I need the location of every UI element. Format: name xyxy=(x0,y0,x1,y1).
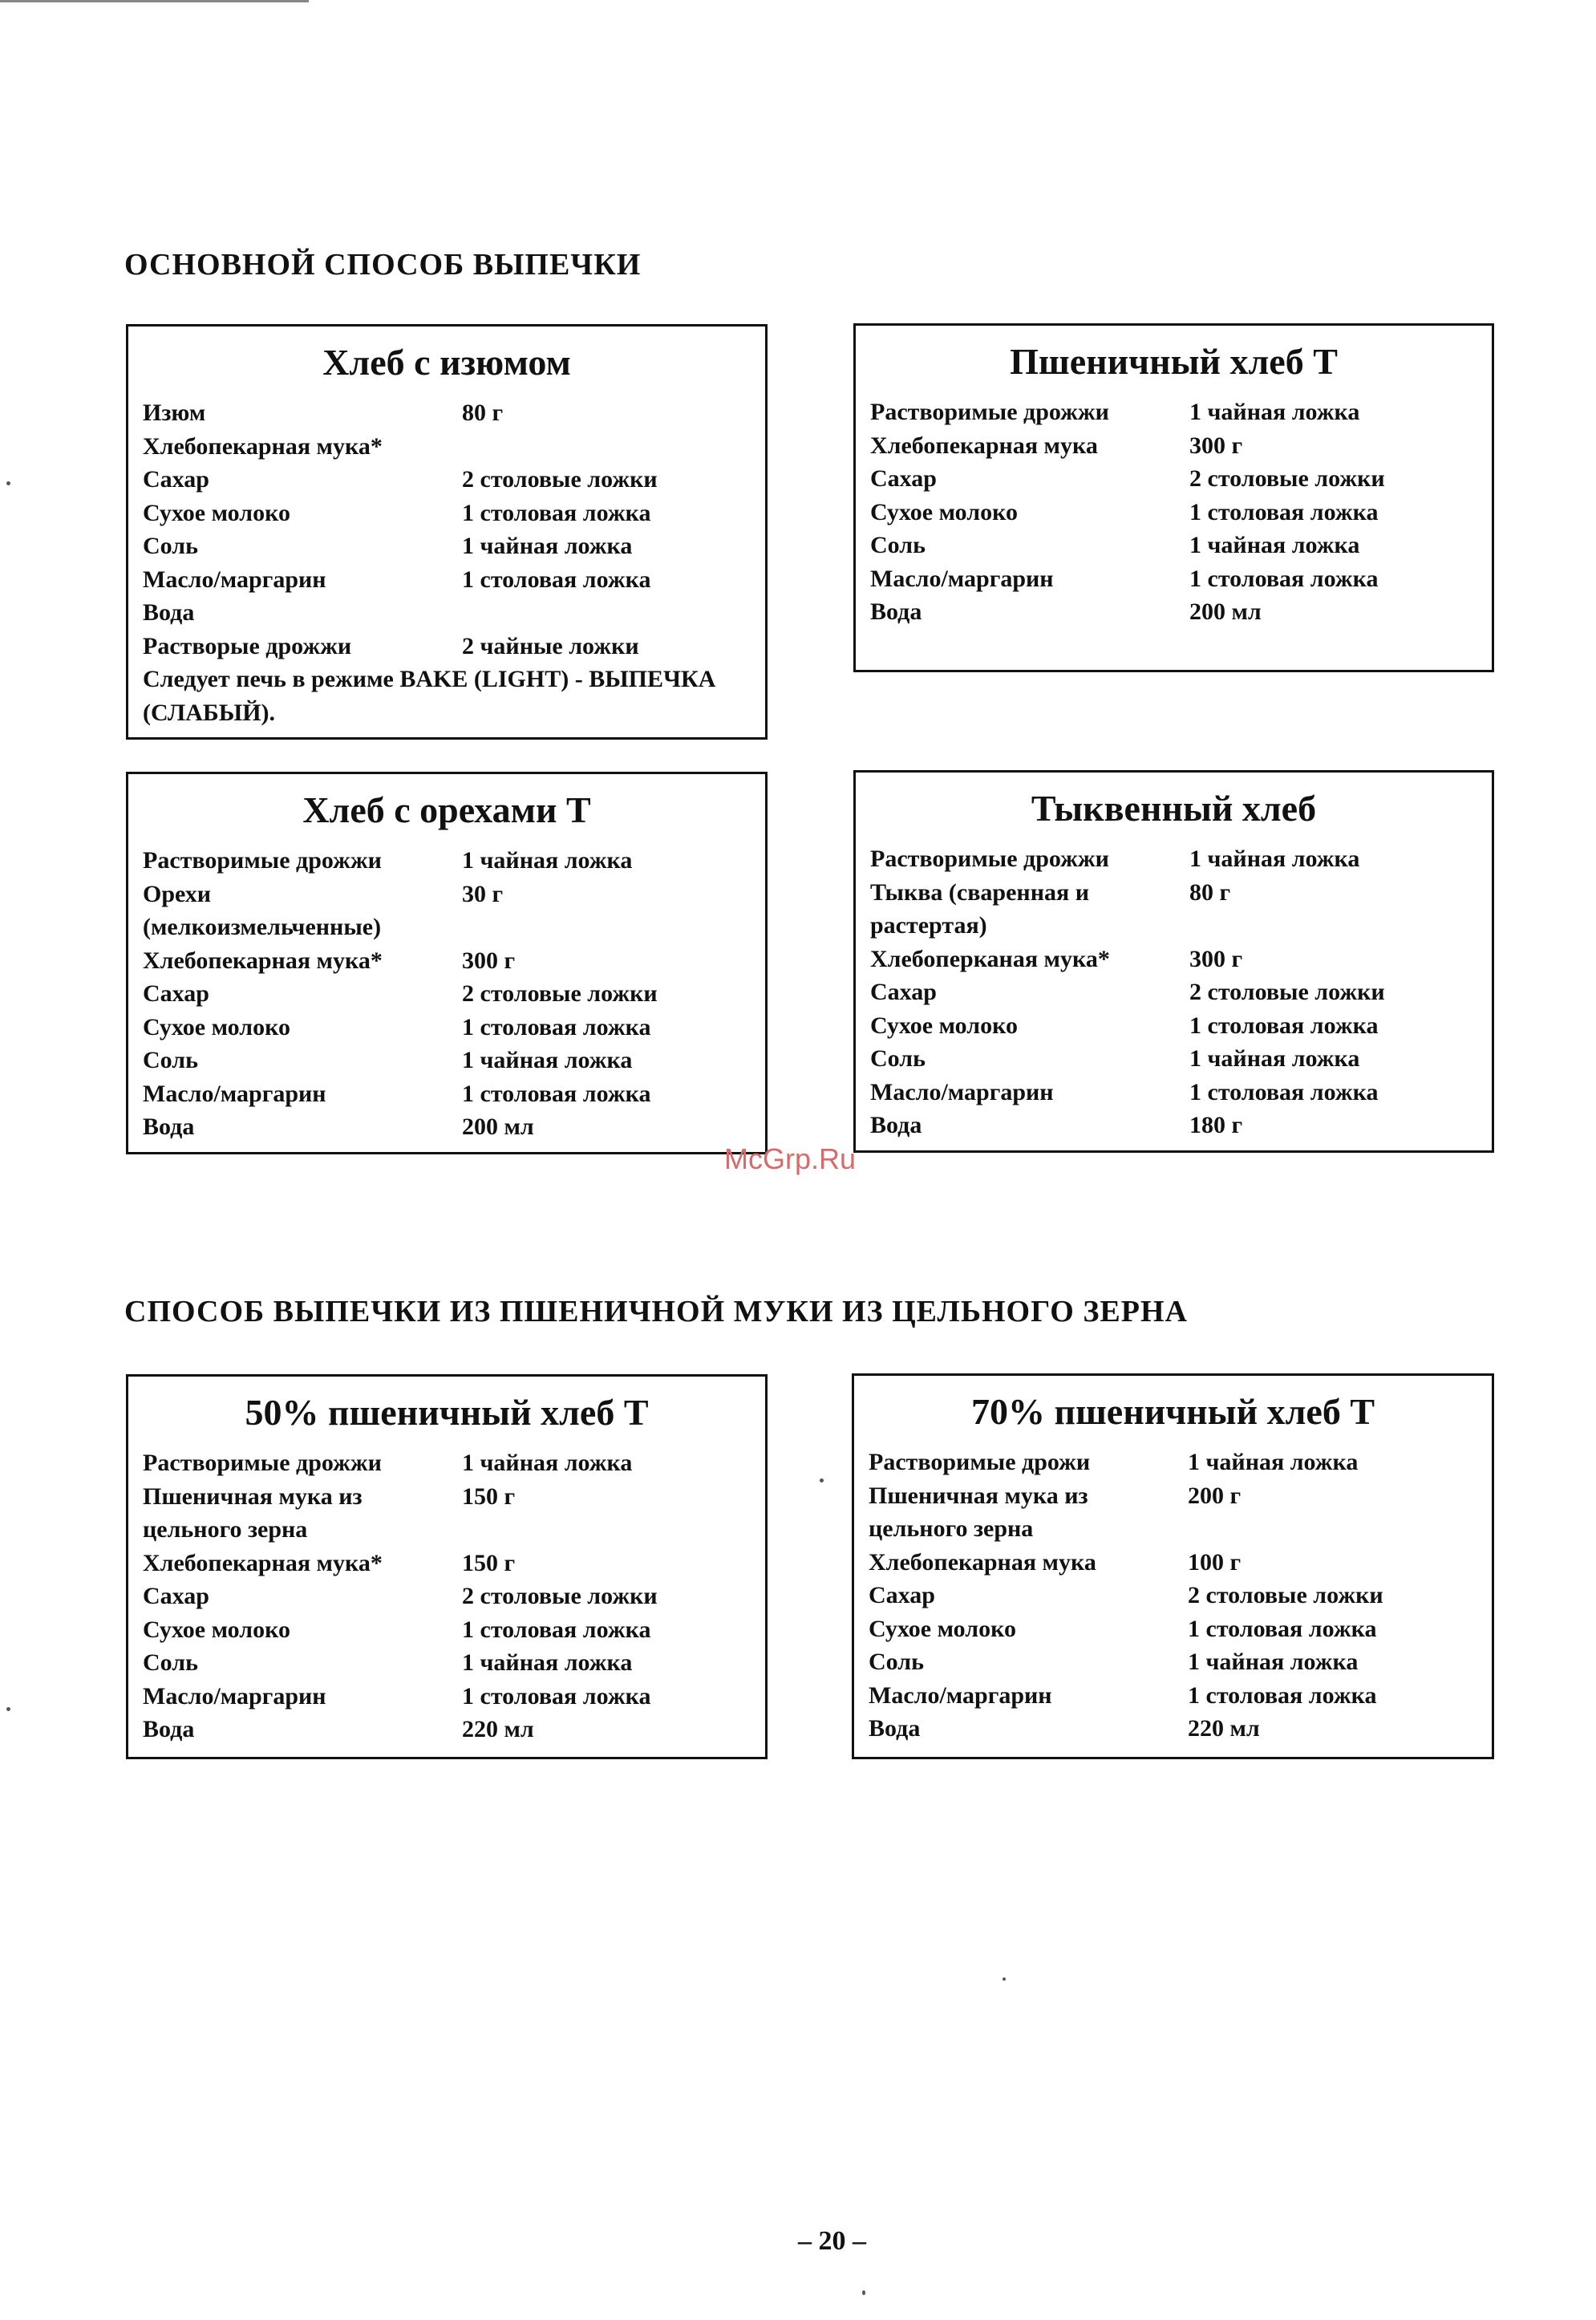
ingredient-amount: 1 столовая ложка xyxy=(1189,1012,1379,1039)
ingredient-amount: 80 г xyxy=(462,400,504,426)
ingredient-row xyxy=(869,1679,1492,1713)
ingredient-name: Масло/маргарин xyxy=(870,1078,1054,1105)
ingredient-list xyxy=(143,844,765,1144)
ingredient-name: Пшеничная мука из цельного зерна xyxy=(143,1482,363,1543)
ingredient-row xyxy=(143,396,765,430)
ingredient-row xyxy=(870,395,1492,429)
ingredient-amount: 1 чайная ложка xyxy=(462,533,633,559)
recipe-title: 70% пшеничный хлеб Т xyxy=(970,1391,1375,1432)
ingredient-name: Сахар xyxy=(143,1583,209,1609)
ingredient-amount: 1 столовая ложка xyxy=(462,1013,651,1040)
scan-speck xyxy=(862,2290,865,2295)
ingredient-amount: 1 чайная ложка xyxy=(462,1649,633,1676)
ingredient-name: Орехи (мелкоизмельченные) xyxy=(143,880,382,940)
ingredient-name: Хлебопекарная мука xyxy=(869,1548,1096,1576)
ingredient-amount: 1 столовая ложка xyxy=(1189,565,1379,592)
ingredient-row xyxy=(143,977,765,1011)
ingredient-row xyxy=(143,944,765,978)
ingredient-amount: 300 г xyxy=(462,947,516,974)
ingredient-row xyxy=(143,430,765,464)
ingredient-name: Вода xyxy=(143,1716,195,1742)
ingredient-amount: 1 чайная ложка xyxy=(1188,1449,1359,1475)
recipe-card-70-percent-wheat xyxy=(852,1373,1494,1759)
ingredient-row xyxy=(143,1110,765,1144)
ingredient-row xyxy=(143,497,765,530)
scan-edge-line xyxy=(0,0,309,2)
ingredient-list xyxy=(869,1446,1492,1746)
ingredient-name: Вода xyxy=(143,1113,195,1140)
ingredient-name: Сухое молоко xyxy=(143,1616,290,1643)
ingredient-name: Пшеничная мука из цельного зерна xyxy=(869,1482,1088,1542)
ingredient-list xyxy=(143,1446,765,1746)
ingredient-amount: 200 мл xyxy=(1189,598,1262,625)
ingredient-amount: 1 чайная ложка xyxy=(1188,1649,1359,1675)
ingredient-row xyxy=(143,1646,765,1680)
page-number: – 20 – xyxy=(798,2226,866,2256)
ingredient-name: Растворимые дрожжи xyxy=(870,846,1109,872)
scan-speck xyxy=(6,481,10,485)
recipe-note: Следует печь в режиме BAKE (LIGHT) - ВЫПЕЧКА (СЛАБЫЙ). xyxy=(143,666,716,726)
recipe-card-50-percent-wheat xyxy=(126,1374,768,1759)
ingredient-amount: 1 столовая ложка xyxy=(462,566,651,593)
ingredient-name: Сахар xyxy=(870,979,937,1005)
ingredient-amount: 220 мл xyxy=(462,1716,534,1742)
ingredient-name: Растворимые дрожи xyxy=(869,1449,1091,1475)
ingredient-row xyxy=(143,878,765,944)
ingredient-name: Тыква (сваренная и растертая) xyxy=(870,878,1090,939)
ingredient-name: Сухое молоко xyxy=(870,1012,1018,1039)
recipe-title: Хлеб с орехами Т xyxy=(302,789,591,830)
ingredient-row xyxy=(143,1580,765,1613)
ingredient-amount: 180 г xyxy=(1189,1112,1243,1138)
ingredient-name: Сухое молоко xyxy=(143,1013,290,1040)
ingredient-row xyxy=(870,496,1492,529)
ingredient-amount: 1 чайная ложка xyxy=(462,1450,633,1476)
ingredient-row xyxy=(143,1044,765,1077)
ingredient-name: Растворимые дрожжи xyxy=(870,399,1109,425)
ingredient-amount: 2 столовые ложки xyxy=(1189,465,1385,492)
ingredient-name: Масло/маргарин xyxy=(869,1681,1052,1709)
ingredient-amount: 1 столовая ложка xyxy=(462,1080,651,1107)
ingredient-amount: 2 столовые ложки xyxy=(1189,979,1385,1005)
ingredient-amount: 1 чайная ложка xyxy=(1189,846,1360,872)
ingredient-amount: 1 столовая ложка xyxy=(462,499,651,526)
ingredient-amount: 220 мл xyxy=(1188,1715,1260,1742)
ingredient-name: Масло/маргарин xyxy=(870,565,1054,592)
ingredient-name: Хлебопекарная мука* xyxy=(143,1549,383,1576)
ingredient-amount: 1 столовая ложка xyxy=(462,1682,651,1710)
scan-speck xyxy=(820,1478,824,1482)
ingredient-name: Соль xyxy=(869,1649,924,1675)
ingredient-row xyxy=(143,1547,765,1580)
ingredient-row xyxy=(143,463,765,497)
ingredient-name: Хлебопекарная мука* xyxy=(143,947,383,974)
recipe-title: 50% пшеничный хлеб Т xyxy=(245,1392,649,1433)
ingredient-name: Растворимые дрожжи xyxy=(143,847,382,874)
scan-speck xyxy=(1003,1977,1006,1981)
scan-speck xyxy=(6,1707,10,1711)
ingredient-amount: 1 чайная ложка xyxy=(1189,532,1360,558)
ingredient-name: Сахар xyxy=(143,980,209,1007)
ingredient-amount: 300 г xyxy=(1189,945,1243,972)
ingredient-amount: 1 столовая ложка xyxy=(1189,1078,1379,1105)
ingredient-row xyxy=(869,1479,1492,1546)
ingredient-amount: 300 г xyxy=(1189,432,1243,459)
ingredient-name: Сахар xyxy=(870,465,937,492)
ingredient-amount: 2 чайные ложки xyxy=(462,632,639,659)
ingredient-amount: 150 г xyxy=(462,1549,516,1576)
ingredient-name: Хлебопекарная мука xyxy=(870,432,1098,459)
ingredient-amount: 1 чайная ложка xyxy=(1189,399,1360,425)
ingredient-row xyxy=(870,975,1492,1009)
recipe-card-raisin-bread xyxy=(126,324,768,740)
ingredient-row xyxy=(143,1613,765,1647)
ingredient-amount: 1 чайная ложка xyxy=(462,847,633,874)
ingredient-name: Вода xyxy=(870,598,922,625)
ingredient-row xyxy=(143,596,765,630)
ingredient-row xyxy=(870,876,1492,943)
ingredient-name: Растворые дрожжи xyxy=(143,632,352,659)
ingredient-amount: 1 столовая ложка xyxy=(1189,498,1379,525)
ingredient-row xyxy=(143,844,765,878)
ingredient-list xyxy=(870,842,1492,1142)
ingredient-row xyxy=(870,943,1492,976)
ingredient-amount: 2 столовые ложки xyxy=(462,980,658,1007)
ingredient-name: Вода xyxy=(143,599,195,626)
ingredient-name: Растворимые дрожжи xyxy=(143,1450,382,1476)
ingredient-row xyxy=(869,1712,1492,1746)
ingredient-amount: 80 г xyxy=(1189,878,1231,906)
ingredient-row xyxy=(870,595,1492,629)
ingredient-amount: 150 г xyxy=(462,1482,516,1510)
ingredient-amount: 1 столовая ложка xyxy=(1188,1681,1377,1709)
ingredient-row xyxy=(870,1009,1492,1043)
ingredient-name: Соль xyxy=(143,1649,198,1676)
ingredient-row xyxy=(143,1446,765,1480)
ingredient-row xyxy=(870,529,1492,562)
ingredient-name: Вода xyxy=(870,1112,922,1138)
ingredient-row xyxy=(870,462,1492,496)
ingredient-name: Соль xyxy=(870,532,926,558)
ingredient-amount: 1 столовая ложка xyxy=(1188,1615,1377,1642)
ingredient-row xyxy=(869,1546,1492,1580)
ingredient-row xyxy=(143,529,765,563)
recipe-title: Пшеничный хлеб Т xyxy=(1010,341,1338,382)
ingredient-row xyxy=(870,1109,1492,1142)
ingredient-name: Сахар xyxy=(869,1582,935,1608)
ingredient-row xyxy=(869,1579,1492,1612)
ingredient-name: Масло/маргарин xyxy=(143,1080,326,1107)
recipe-card-nut-bread xyxy=(126,772,768,1154)
section-heading-whole-grain: СПОСОБ ВЫПЕЧКИ ИЗ ПШЕНИЧНОЙ МУКИ ИЗ ЦЕЛЬНОГО ЗЕРНА xyxy=(124,1295,1188,1328)
ingredient-name: Сухое молоко xyxy=(869,1615,1016,1642)
ingredient-row xyxy=(870,562,1492,596)
ingredient-list xyxy=(143,396,765,663)
ingredient-row xyxy=(870,429,1492,463)
ingredient-amount: 1 чайная ложка xyxy=(1189,1045,1360,1072)
recipe-title: Хлеб с изюмом xyxy=(322,342,571,383)
ingredient-amount: 2 столовые ложки xyxy=(462,1583,658,1609)
ingredient-amount: 1 столовая ложка xyxy=(462,1616,651,1643)
watermark: McGrp.Ru xyxy=(724,1142,857,1175)
ingredient-name: Соль xyxy=(143,1047,198,1073)
ingredient-row xyxy=(143,1011,765,1044)
ingredient-list xyxy=(870,395,1492,629)
ingredient-name: Сахар xyxy=(143,466,209,493)
ingredient-row xyxy=(869,1612,1492,1646)
recipe-title: Тыквенный хлеб xyxy=(1031,788,1317,829)
ingredient-row xyxy=(143,1713,765,1746)
ingredient-name: Соль xyxy=(870,1045,926,1072)
ingredient-amount: 200 г xyxy=(1188,1482,1242,1509)
ingredient-row xyxy=(869,1446,1492,1479)
ingredient-amount: 2 столовые ложки xyxy=(1188,1582,1383,1608)
ingredient-row xyxy=(143,1680,765,1714)
ingredient-name: Вода xyxy=(869,1715,921,1742)
ingredient-row xyxy=(143,1480,765,1547)
section-heading-basic: ОСНОВНОЙ СПОСОБ ВЫПЕЧКИ xyxy=(124,248,642,282)
ingredient-row xyxy=(143,1077,765,1111)
ingredient-row xyxy=(870,842,1492,876)
ingredient-name: Масло/маргарин xyxy=(143,1682,326,1710)
ingredient-amount: 1 чайная ложка xyxy=(462,1047,633,1073)
recipe-card-wheat-bread xyxy=(853,323,1494,672)
ingredient-name: Сухое молоко xyxy=(870,498,1018,525)
ingredient-name: Хлебопекарная мука* xyxy=(143,432,383,460)
ingredient-name: Сухое молоко xyxy=(143,499,290,526)
ingredient-amount: 200 мл xyxy=(462,1113,534,1140)
ingredient-row xyxy=(870,1076,1492,1109)
ingredient-row xyxy=(870,1042,1492,1076)
ingredient-row xyxy=(143,630,765,663)
ingredient-amount: 30 г xyxy=(462,880,504,907)
recipe-card-pumpkin-bread xyxy=(853,770,1494,1153)
ingredient-amount: 2 столовые ложки xyxy=(462,466,658,493)
ingredient-name: Соль xyxy=(143,533,198,559)
ingredient-name: Масло/маргарин xyxy=(143,566,326,593)
ingredient-name: Хлебоперканая мука* xyxy=(870,945,1110,972)
ingredient-row xyxy=(869,1645,1492,1679)
ingredient-name: Изюм xyxy=(143,400,206,426)
ingredient-row xyxy=(143,563,765,597)
ingredient-amount: 100 г xyxy=(1188,1548,1242,1576)
